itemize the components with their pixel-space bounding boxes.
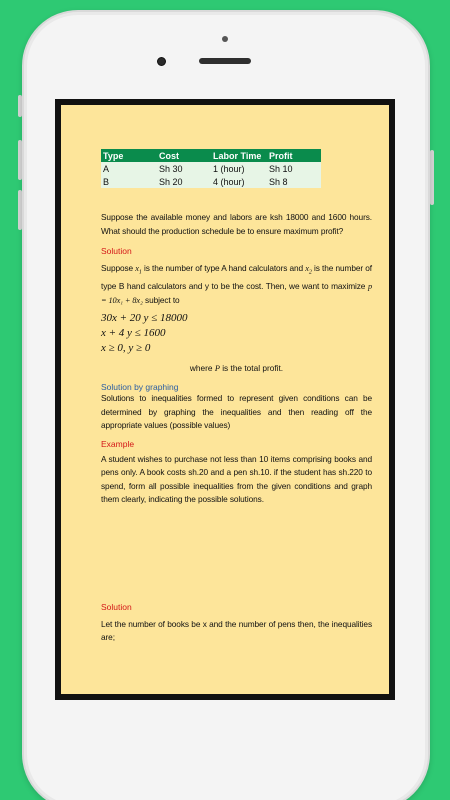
table-cell: 1 (hour) [211,162,267,175]
table-cell: 4 (hour) [211,175,267,188]
table-row [101,162,321,175]
where-line: where P is the total profit. [189,363,284,374]
suppose-paragraph [101,262,372,307]
table-cell: A [101,162,157,175]
cost-table [101,149,321,188]
front-camera-icon [157,57,166,66]
constraint: x ≥ 0, y ≥ 0 [101,342,151,355]
objective-function: p = 10x₁ + 8x₂ [101,282,372,305]
table-row [101,175,321,188]
table-cell: Sh 30 [157,162,211,175]
suppose-text: is the number of type B hand calculators and y to be the cost. Then, we want to maximize [101,263,372,292]
constraint-list [101,311,372,356]
suppose-text: Suppose [101,263,134,273]
solution-heading-2: Solution [101,601,132,612]
power-button [430,150,434,205]
screen [55,99,395,700]
table-cell: Sh 20 [157,175,211,188]
table-cell: Sh 10 [267,162,321,175]
graphing-paragraph: Solutions to inequalities formed to represent given conditions can be determined by graphing the inequalities and then reading off the appropriate values (possible values) [101,393,372,431]
table-header: Labor Time [211,149,267,162]
proximity-sensor [222,36,228,42]
example-heading: Example [101,438,135,449]
example-paragraph: A student wishes to purchase not less than 10 items comprising books and pens only. A book costs sh.20 and a pen sh.10. if the student has sh.220 to spend, form all possible inequalities from the given conditions and graph them clearly, indicating the possible solutions. [101,453,372,505]
document-page[interactable] [61,105,389,694]
graphing-heading: Solution by graphing [101,382,179,393]
table-header: Type [101,149,157,162]
constraint: 30x + 20 y ≤ 18000 [101,312,188,325]
solution-heading: Solution [101,246,132,256]
constraint: x + 4 y ≤ 1600 [101,327,166,340]
solution-paragraph: Let the number of books be x and the number of pens then, the inequalities are; [101,618,372,643]
problem-statement: Suppose the available money and labors are ksh 18000 and 1600 hours. What should the production schedule be to ensure maximum profit? [101,212,372,236]
suppose-text: subject to [145,294,180,305]
table-header: Profit [267,149,321,162]
table-cell: B [101,175,157,188]
table-header-row [101,149,321,162]
table-cell: Sh 8 [267,175,321,188]
earpiece-speaker [199,58,251,64]
table-header: Cost [157,149,211,162]
variable-x1: $x_1$ [135,264,142,276]
suppose-text: is the number of type A hand calculators and [144,263,304,273]
variable-x2: $x_2$ [305,264,312,276]
